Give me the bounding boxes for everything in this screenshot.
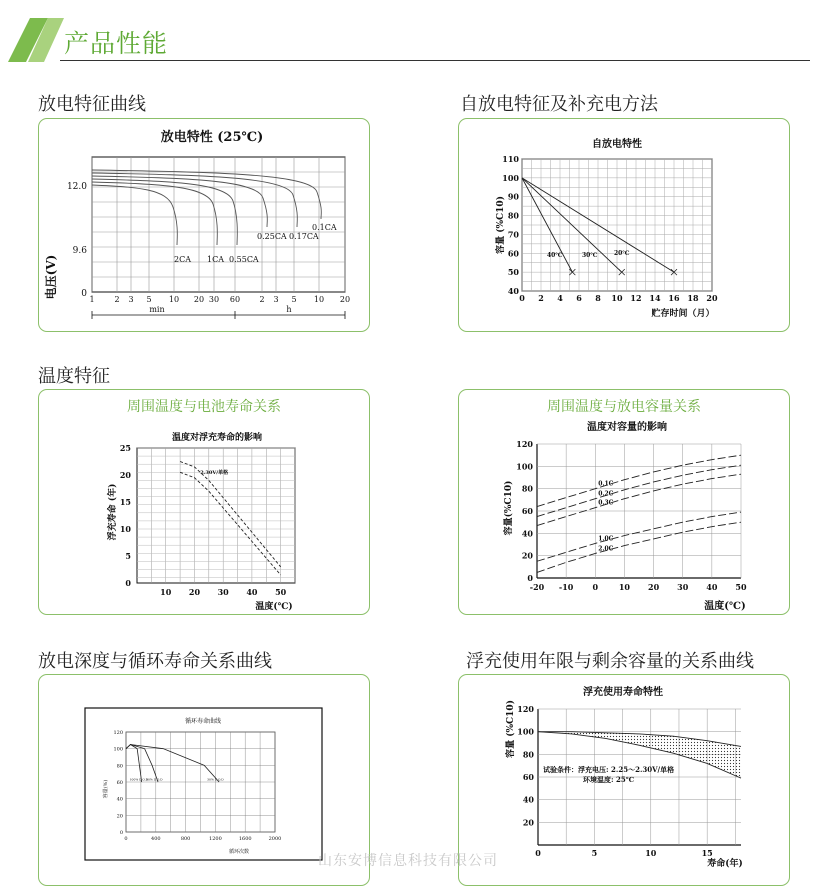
chart-title: 放电特性 (25℃) xyxy=(160,130,264,145)
y-tick: 80 xyxy=(116,763,123,770)
series-annotation: 2.30V/单格 xyxy=(200,469,229,476)
series-line xyxy=(180,472,281,575)
panel-caption: 周围温度与电池寿命关系 xyxy=(127,399,281,415)
y-tick: 60 xyxy=(507,248,519,259)
section-title-float: 浮充使用年限与剩余容量的关系曲线 xyxy=(466,651,754,672)
x-tick: 10 xyxy=(618,582,630,592)
discharge-chart xyxy=(39,119,369,331)
x-tick: 10 xyxy=(645,848,657,858)
x-tick: 2 xyxy=(114,295,120,304)
y-tick: 25 xyxy=(119,443,131,453)
x-tick: 5 xyxy=(591,848,598,858)
section-title-depth: 放电深度与循环寿命关系曲线 xyxy=(38,651,272,672)
x-tick: -10 xyxy=(558,582,574,592)
discharge-curve-0.17CA xyxy=(92,173,297,227)
y-tick: 90 xyxy=(507,191,519,202)
y-tick: 40 xyxy=(116,796,123,803)
x-tick: 40 xyxy=(706,582,718,592)
temperature-life-panel xyxy=(38,389,370,615)
x-tick: 2000 xyxy=(268,836,282,842)
x-tick: 40 xyxy=(246,587,258,597)
series-line xyxy=(537,455,741,506)
chart-title: 循环寿命曲线 xyxy=(184,718,222,725)
series-label: 2CA xyxy=(174,255,191,264)
series-label: 0.25CA xyxy=(257,232,287,241)
section-title-temperature: 温度特征 xyxy=(38,366,110,387)
temperature-note: 环境温度: 25℃ xyxy=(583,775,635,784)
x-axis-label: 温度(℃) xyxy=(255,602,293,612)
x-group-label-min: min xyxy=(149,305,165,314)
y-tick: 120 xyxy=(516,439,533,449)
header-slash-mark xyxy=(8,18,64,62)
x-tick: 800 xyxy=(180,836,191,842)
series-label: 30% D.O.D xyxy=(207,777,224,782)
x-tick: 2 xyxy=(259,295,265,304)
y-axis-label: 容量 (%C10) xyxy=(506,700,516,758)
x-tick: 1200 xyxy=(209,836,222,842)
chart-title: 温度对容量的影响 xyxy=(587,422,667,433)
x-tick: 50 xyxy=(735,582,747,592)
x-tick: 6 xyxy=(576,293,582,303)
temperature-life-chart xyxy=(39,390,369,614)
series-line xyxy=(180,462,281,567)
x-tick: 10 xyxy=(611,293,623,303)
series-label: 1.0C xyxy=(598,535,614,543)
x-tick: 5 xyxy=(146,295,152,304)
x-tick: 20 xyxy=(339,295,351,304)
x-tick: 20 xyxy=(193,295,205,304)
x-tick: 12 xyxy=(630,293,642,303)
y-tick: 100 xyxy=(502,172,519,183)
y-tick: 120 xyxy=(517,704,534,714)
y-tick: 80 xyxy=(507,210,519,221)
x-tick: 60 xyxy=(229,295,241,304)
y-tick: 20 xyxy=(521,550,533,561)
y-tick: 110 xyxy=(502,154,519,164)
x-tick: 8 xyxy=(595,293,601,303)
x-tick: 0 xyxy=(124,836,128,842)
y-axis-label: 容量(%) xyxy=(103,779,109,799)
x-tick: 1 xyxy=(89,295,95,304)
chart-title: 浮充使用寿命特性 xyxy=(583,687,663,698)
x-axis-label: 寿命(年) xyxy=(707,859,743,869)
x-tick: 50 xyxy=(275,587,287,597)
temperature-capacity-chart xyxy=(459,390,789,614)
x-tick: 30 xyxy=(217,587,229,597)
y-tick: 40 xyxy=(521,528,533,539)
y-axis-label: 电压(V) xyxy=(44,254,58,300)
plot-frame xyxy=(137,448,295,583)
x-axis-label: 温度(℃) xyxy=(704,601,746,612)
series-label: 40℃ xyxy=(547,252,563,259)
x-tick: 30 xyxy=(208,295,220,304)
y-tick: 20 xyxy=(522,817,534,828)
x-tick: 4 xyxy=(557,293,563,303)
section-title-discharge: 放电特征曲线 xyxy=(38,94,146,115)
self-discharge-chart-panel xyxy=(458,118,790,332)
series-label: 0.17CA xyxy=(289,232,319,241)
series-label: 1CA xyxy=(207,255,224,264)
x-tick: -20 xyxy=(529,582,545,592)
series-label: 50% D.O.D xyxy=(146,777,163,782)
x-tick: 3 xyxy=(128,295,134,304)
series-label: 0.55CA xyxy=(229,255,259,264)
x-group-label-h: h xyxy=(286,305,292,314)
y-tick: 60 xyxy=(521,506,533,516)
x-tick: 15 xyxy=(701,848,713,858)
test-condition-note: 试验条件：浮充电压: 2.25～2.30V/单格 xyxy=(543,765,675,774)
x-tick: 20 xyxy=(706,293,718,303)
y-tick: 5 xyxy=(125,551,131,561)
temperature-capacity-panel xyxy=(458,389,790,615)
y-tick: 0 xyxy=(125,578,131,588)
self-discharge-chart xyxy=(459,119,789,331)
y-tick: 40 xyxy=(507,286,519,296)
y-tick: 80 xyxy=(521,483,533,494)
x-tick: 0 xyxy=(592,582,599,592)
x-tick: 3 xyxy=(273,295,279,304)
series-line xyxy=(537,512,741,561)
series-label: 2.0C xyxy=(598,545,614,553)
discharge-chart-panel xyxy=(38,118,370,332)
x-tick: 14 xyxy=(649,293,661,303)
y-axis-label: 容量(%C10) xyxy=(504,480,514,536)
y-tick: 100 xyxy=(113,746,123,753)
series-line xyxy=(537,522,741,572)
x-axis-group-brackets xyxy=(92,311,345,319)
x-axis-label: 循环次数 xyxy=(228,849,250,855)
y-tick: 10 xyxy=(119,524,131,534)
chart-title: 温度对浮充寿命的影响 xyxy=(171,433,263,443)
y-tick: 12.0 xyxy=(66,182,87,192)
y-tick: 20 xyxy=(116,813,123,820)
x-tick: 20 xyxy=(188,587,201,597)
y-tick: 40 xyxy=(522,794,534,805)
x-tick: 16 xyxy=(668,293,680,303)
x-tick: 2 xyxy=(538,293,544,303)
series-label: 0.1C xyxy=(598,480,614,488)
x-tick: 10 xyxy=(168,295,180,304)
discharge-curve-2CA xyxy=(92,185,177,245)
series-label: 0.2C xyxy=(598,490,614,498)
panel-caption: 周围温度与放电容量关系 xyxy=(547,399,701,415)
y-tick: 100 xyxy=(517,726,534,737)
y-tick: 0 xyxy=(119,830,123,836)
x-tick: 18 xyxy=(687,293,699,303)
y-tick: 20 xyxy=(119,470,131,480)
y-tick: 60 xyxy=(522,772,534,782)
series-line xyxy=(537,465,741,516)
y-tick: 50 xyxy=(507,267,519,278)
series-label: 30℃ xyxy=(582,252,598,259)
y-tick: 0 xyxy=(81,289,87,299)
y-tick: 100 xyxy=(516,461,533,472)
y-tick: 70 xyxy=(507,229,519,240)
series-label: 100% D.O.D xyxy=(129,777,149,782)
y-tick: 15 xyxy=(119,497,131,507)
y-tick: 80 xyxy=(522,749,534,760)
series-line xyxy=(537,474,741,525)
series-label: 0.3C xyxy=(598,499,614,507)
page-title: 产品性能 xyxy=(64,29,169,58)
y-tick: 9.6 xyxy=(72,246,87,256)
x-tick: 10 xyxy=(160,587,172,597)
series-label: 20℃ xyxy=(614,250,630,257)
y-tick: 120 xyxy=(113,730,123,736)
series-label: 0.1CA xyxy=(312,223,337,232)
section-title-self-discharge: 自放电特征及补充电方法 xyxy=(460,94,658,115)
y-axis-label: 容量 (%C10) xyxy=(496,196,506,254)
x-tick: 20 xyxy=(648,582,660,592)
y-tick: 0 xyxy=(527,573,533,583)
x-tick: 30 xyxy=(677,582,689,592)
y-tick: 60 xyxy=(116,780,123,786)
header-divider xyxy=(60,60,810,61)
x-tick: 5 xyxy=(291,295,297,304)
company-watermark: 山东安博信息科技有限公司 xyxy=(318,853,498,869)
x-tick: 0 xyxy=(535,848,541,858)
discharge-curve-0.25CA xyxy=(92,176,267,227)
x-tick: 1600 xyxy=(238,836,252,842)
discharge-curve-0.1CA xyxy=(92,170,321,219)
x-tick: 10 xyxy=(313,295,325,304)
x-tick: 400 xyxy=(151,836,161,842)
chart-title: 自放电特性 xyxy=(592,139,642,150)
x-axis-label: 贮存时间（月） xyxy=(651,309,715,319)
y-axis-label: 浮充寿命 (年) xyxy=(108,483,118,541)
x-tick: 0 xyxy=(519,293,525,303)
